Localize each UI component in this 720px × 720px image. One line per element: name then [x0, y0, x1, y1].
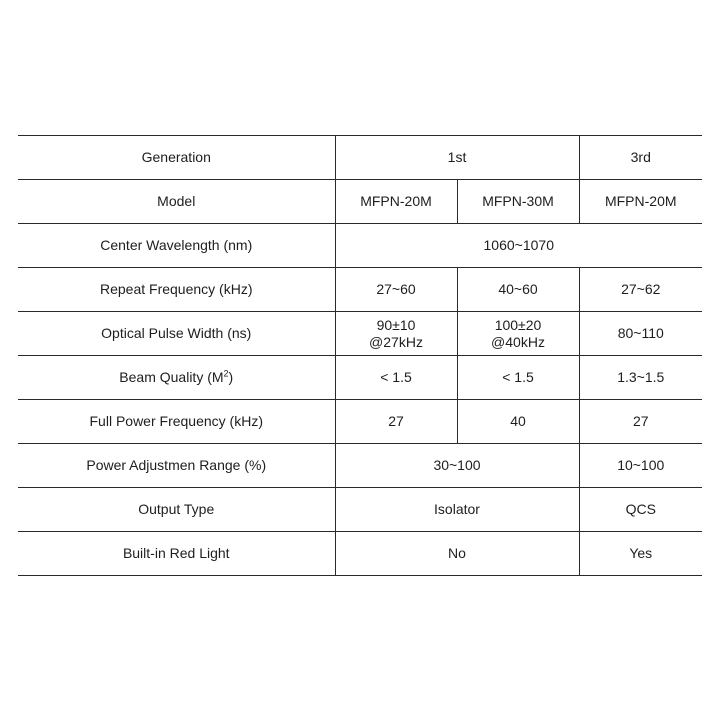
beam-quality-cell: < 1.5	[457, 356, 579, 400]
pulse-width-condition: @40kHz	[491, 333, 545, 350]
full-power-frequency-cell: 40	[457, 400, 579, 444]
repeat-frequency-cell: 40~60	[457, 268, 579, 312]
model-cell: MFPN-20M	[579, 180, 702, 224]
pulse-width-cell: 80~110	[579, 312, 702, 356]
row-label: Center Wavelength (nm)	[18, 224, 335, 268]
model-cell: MFPN-20M	[335, 180, 457, 224]
repeat-frequency-cell: 27~60	[335, 268, 457, 312]
beam-quality-cell: < 1.5	[335, 356, 457, 400]
beam-quality-cell: 1.3~1.5	[579, 356, 702, 400]
table-row-output-type	[18, 488, 702, 532]
table-row-model	[18, 180, 702, 224]
output-type-cell: QCS	[579, 488, 702, 532]
generation-3rd-cell: 3rd	[579, 136, 702, 180]
generation-1st-cell: 1st	[335, 136, 579, 180]
table-row-optical-pulse-width	[18, 312, 702, 356]
beam-quality-label-suffix: )	[228, 369, 234, 385]
red-light-cell: Yes	[579, 532, 702, 576]
center-wavelength-cell: 1060~1070	[335, 224, 702, 268]
table-row-built-in-red-light	[18, 532, 702, 576]
row-label: Full Power Frequency (kHz)	[18, 400, 335, 444]
pulse-width-condition: @27kHz	[369, 333, 423, 350]
repeat-frequency-cell: 27~62	[579, 268, 702, 312]
full-power-frequency-cell: 27	[579, 400, 702, 444]
table-row-power-adjustment-range	[18, 444, 702, 488]
row-label: Optical Pulse Width (ns)	[18, 312, 335, 356]
full-power-frequency-cell: 27	[335, 400, 457, 444]
pulse-width-value: 100±20	[494, 316, 542, 333]
red-light-cell: No	[335, 532, 579, 576]
row-label: Output Type	[18, 488, 335, 532]
power-adjustment-cell: 10~100	[579, 444, 702, 488]
row-label	[18, 356, 335, 400]
table-row-center-wavelength	[18, 224, 702, 268]
row-label: Repeat Frequency (kHz)	[18, 268, 335, 312]
row-label: Model	[18, 180, 335, 224]
model-cell: MFPN-30M	[457, 180, 579, 224]
beam-quality-label-superscript: 2	[223, 368, 229, 379]
table-row-repeat-frequency	[18, 268, 702, 312]
pulse-width-cell	[335, 312, 457, 356]
spec-table	[18, 135, 702, 576]
row-label: Built-in Red Light	[18, 532, 335, 576]
output-type-cell: Isolator	[335, 488, 579, 532]
row-label: Generation	[18, 136, 335, 180]
table-row-full-power-frequency	[18, 400, 702, 444]
power-adjustment-cell: 30~100	[335, 444, 579, 488]
row-label: Power Adjustmen Range (%)	[18, 444, 335, 488]
pulse-width-value: 90±10	[376, 316, 416, 333]
table-row-generation	[18, 136, 702, 180]
pulse-width-cell	[457, 312, 579, 356]
beam-quality-label-prefix: Beam Quality (M	[119, 369, 224, 385]
table-row-beam-quality	[18, 356, 702, 400]
